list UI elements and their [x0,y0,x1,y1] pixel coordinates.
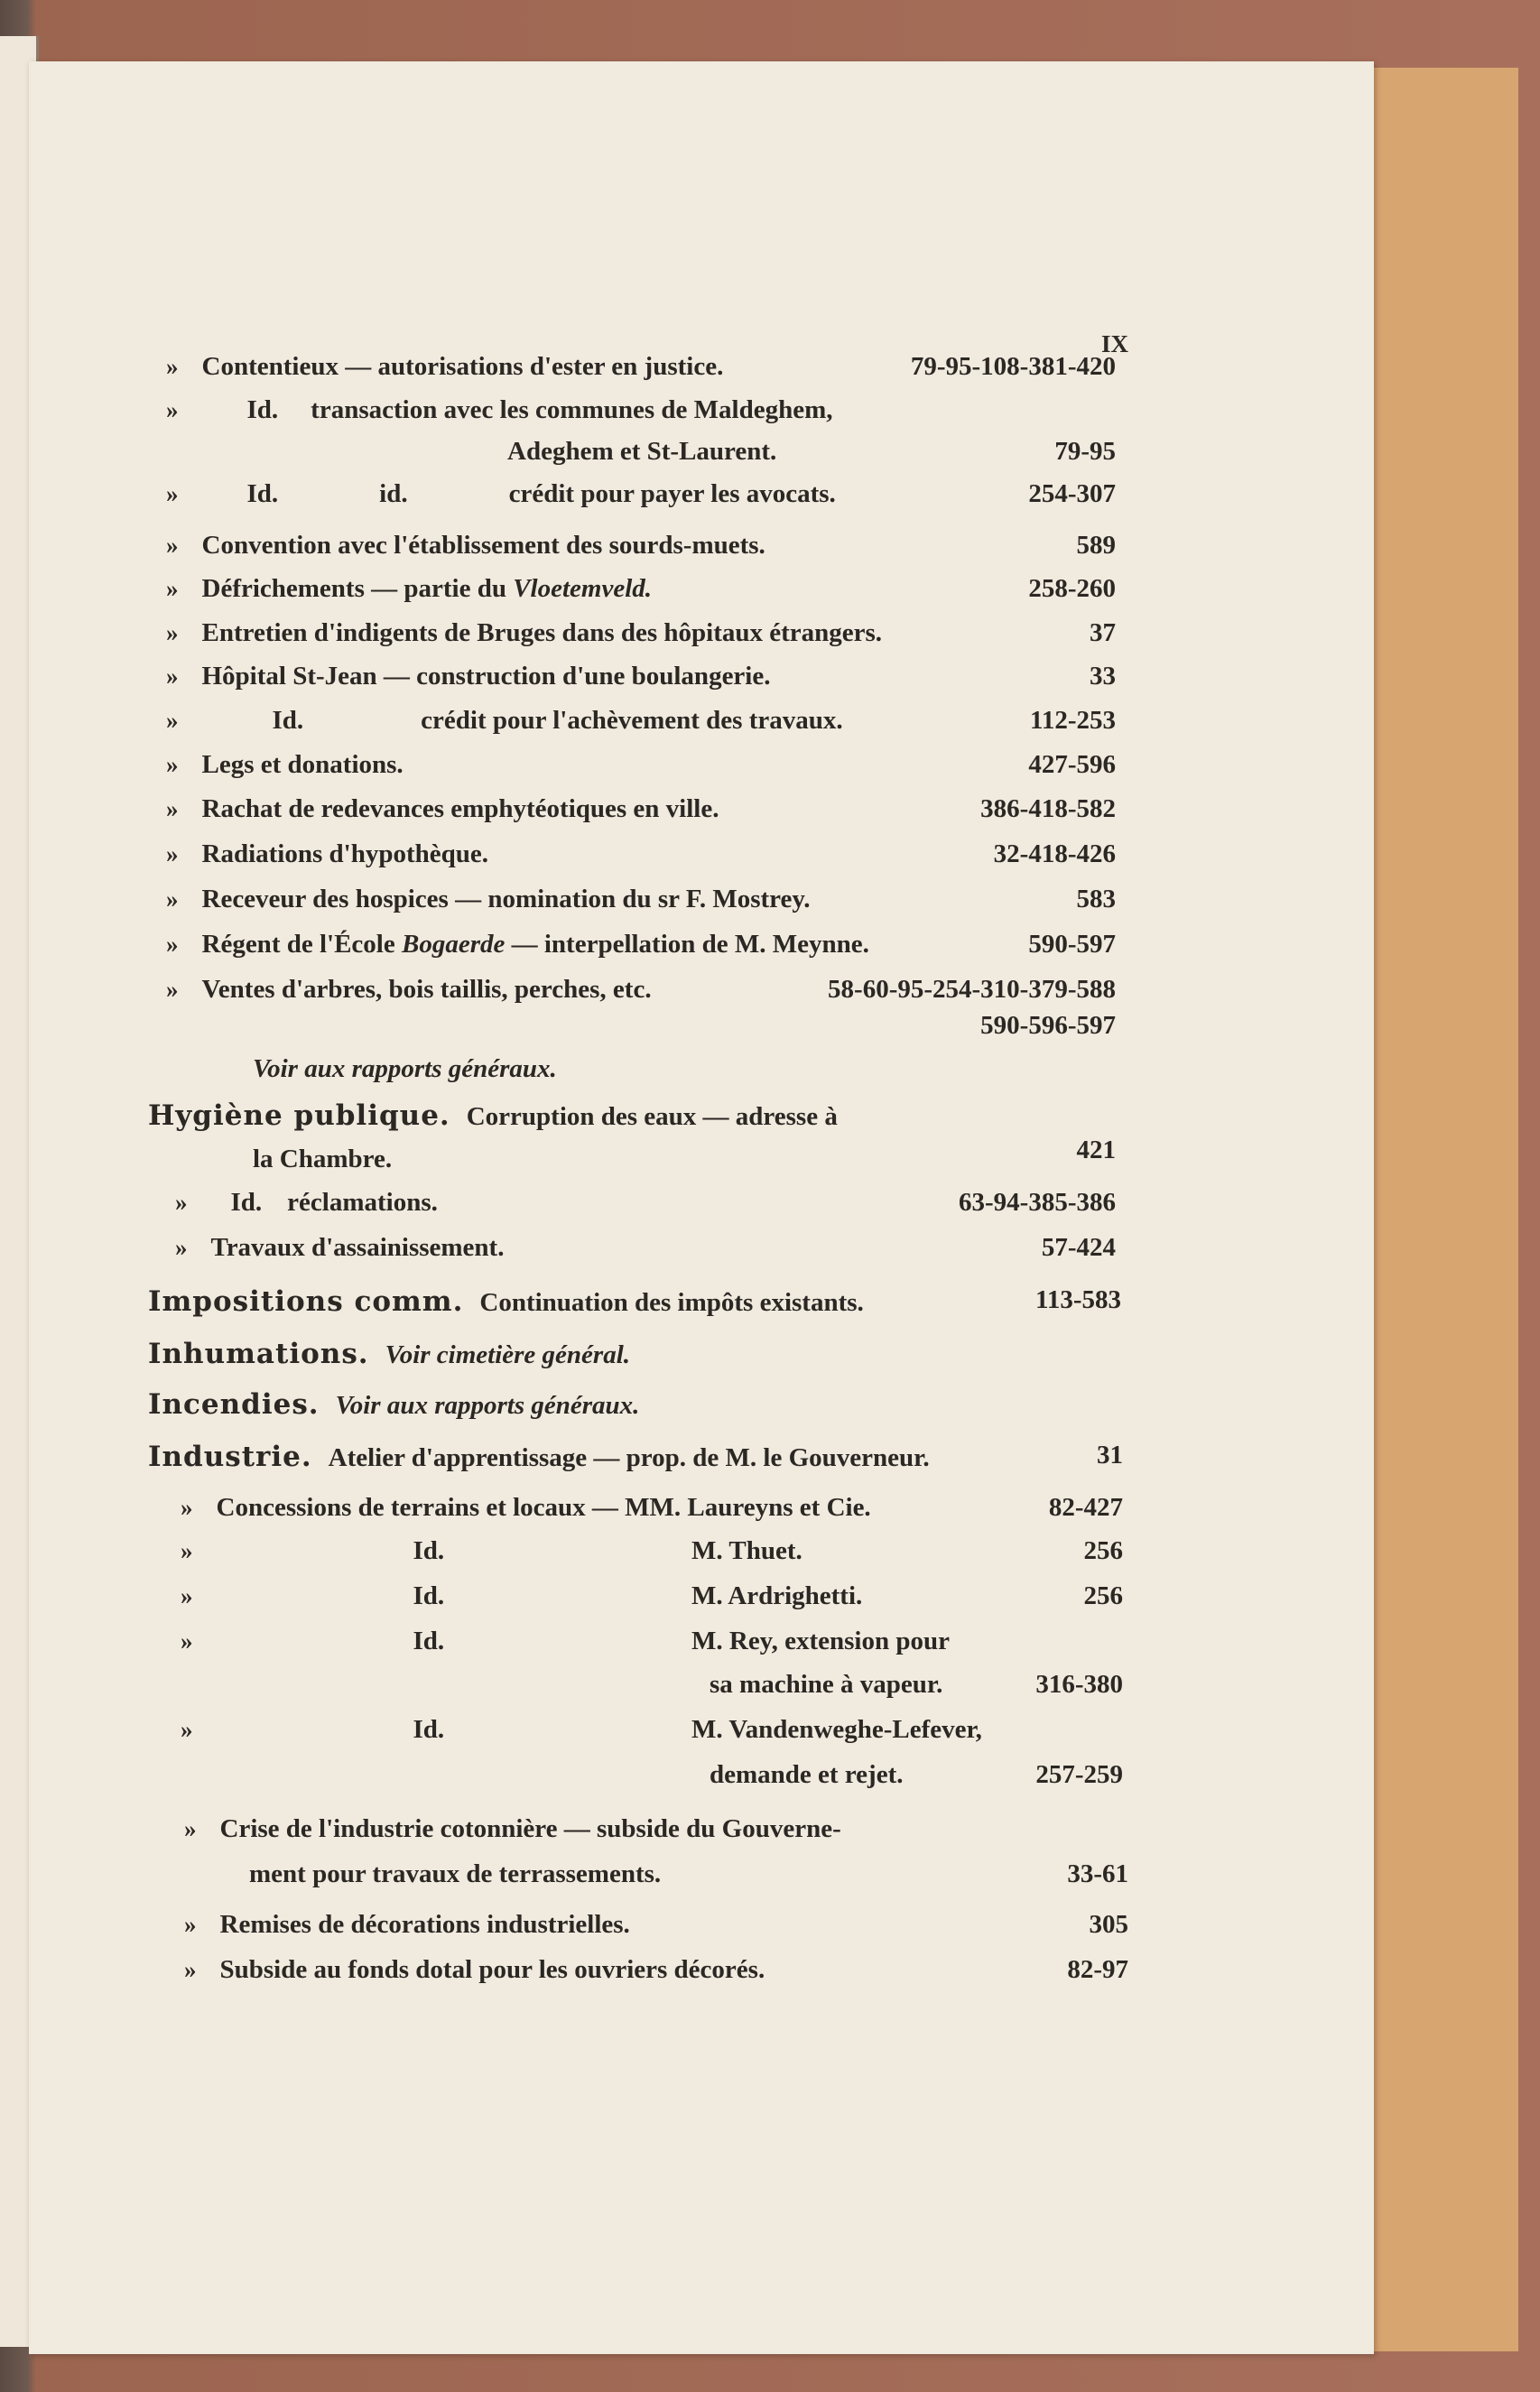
document-page [29,61,1374,2354]
page-ref: 113-583 [1034,1285,1121,1314]
page-ref: 31 [1097,1441,1123,1470]
page-ref: 82-97 [1067,1955,1128,1984]
page-ref: 254-307 [1028,479,1116,508]
cross-reference: Voir aux rapports généraux. [253,1054,557,1083]
entry-subside: » Subside au fonds dotal pour les ouvriers décorés. [184,1955,765,1984]
heading-impositions: Impositions comm. Continuation des impôts existants. [148,1285,864,1318]
entry-convention: » Convention avec l'établissement des sourds-muets. [166,531,765,560]
entry-concessions: » Concessions de terrains et locaux — MM. Laureyns et Cie. [181,1493,871,1522]
entry-continuation: la Chambre. [253,1145,393,1173]
book-back-page [1363,68,1518,2351]
entry-remises: » Remises de décorations industrielles. [184,1910,630,1939]
page-ref: 257-259 [1035,1760,1123,1789]
entry-crise: » Crise de l'industrie cotonnière — subside du Gouverne- [184,1814,841,1843]
page-ref: 427-596 [1028,750,1116,779]
entry-continuation: sa machine à vapeur. [710,1670,943,1699]
entry-rachat: » Rachat de redevances emphytéotiques en ville. [166,794,719,823]
entry-rey: » Id. M. Rey, extension pour [181,1627,950,1655]
heading-hygiene: Hygiène publique. Corruption des eaux — adresse à [148,1099,838,1132]
entry-continuation: demande et rejet. [710,1760,904,1789]
entry-continuation: Adeghem et St-Laurent. [507,437,777,466]
entry-travaux: » Travaux d'assainissement. [175,1233,505,1262]
page-ref: 57-424 [1041,1233,1116,1262]
entry-legs: » Legs et donations. [166,750,404,779]
entry-ventes: » Ventes d'arbres, bois taillis, perches, etc. [166,975,652,1004]
entry-hopital: » Hôpital St-Jean — construction d'une boulangerie. [166,662,771,691]
page-ref: 33-61 [1067,1859,1128,1888]
entry-thuet: » Id. M. Thuet. [181,1536,802,1565]
page-ref: 258-260 [1028,574,1116,603]
entry-radiations: » Radiations d'hypothèque. [166,839,488,868]
entry-defrichements: » Défrichements — partie du Vloetemveld. [166,574,653,603]
entry-vandenweghe: » Id. M. Vandenweghe-Lefever, [181,1715,982,1744]
page-ref: 112-253 [1029,706,1116,735]
page-ref: 590-597 [1028,930,1116,959]
page-ref: 37 [1090,618,1116,647]
page-ref: 305 [1089,1910,1128,1939]
heading-incendies: Incendies. Voir aux rapports généraux. [148,1388,640,1421]
entry-continuation: ment pour travaux de terrassements. [249,1859,662,1888]
entry-entretien: » Entretien d'indigents de Bruges dans des hôpitaux étrangers. [166,618,883,647]
entry-achevement: » Id. crédit pour l'achèvement des travaux. [166,706,843,735]
page-number: IX [1101,330,1129,357]
entry-avocats: » Id. id. crédit pour payer les avocats. [166,479,836,508]
page-ref: 82-427 [1048,1493,1123,1522]
page-ref: 63-94-385-386 [959,1188,1116,1217]
entry-receveur: » Receveur des hospices — nomination du sr F. Mostrey. [166,885,811,913]
page-ref: 589 [1076,531,1116,560]
heading-inhumations: Inhumations. Voir cimetière général. [148,1338,630,1370]
entry-transaction: » Id. transaction avec les communes de Maldeghem, [166,395,833,424]
page-ref: 33 [1090,662,1116,691]
page-ref: 79-95 [1054,437,1116,466]
page-ref: 32-418-426 [993,839,1116,868]
page-ref: 256 [1083,1536,1123,1565]
page-ref: 386-418-582 [980,794,1116,823]
page-ref: 590-596-597 [980,1011,1116,1040]
page-ref: 421 [1076,1136,1116,1164]
entry-regent: » Régent de l'École Bogaerde — interpellation de M. Meynne. [166,930,869,959]
page-ref: 58-60-95-254-310-379-588 [828,975,1116,1004]
page-ref: 316-380 [1035,1670,1123,1699]
entry-ardrighetti: » Id. M. Ardrighetti. [181,1581,863,1610]
page-ref: 256 [1083,1581,1123,1610]
page-ref: 79-95-108-381-420 [910,352,1116,381]
page-ref: 583 [1076,885,1116,913]
entry-contentieux: » Contentieux — autorisations d'ester en justice. [166,352,724,381]
entry-reclamations: » Id. réclamations. [175,1188,438,1217]
heading-industrie: Industrie. Atelier d'apprentissage — prop. de M. le Gouverneur. [148,1441,930,1473]
